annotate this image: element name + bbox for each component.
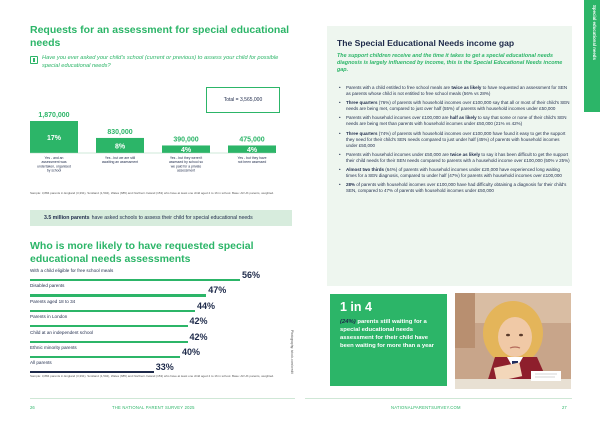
q1-question-row [30,55,290,70]
bar-value-label: 8% [114,143,126,151]
footer-divider [305,398,572,399]
bullet-text: of parents with household incomes over £100,000 have had difficulty obtaining a diagnosis for their child's SEN, compared to 47% of parents with household incomes under £50,000 [346,182,567,194]
bullet-emphasis: Almost two thirds [346,166,384,172]
bar-value-label: 4% [246,147,258,155]
likelihood-bar-chart [30,268,292,376]
bar-category-label: Yes - but they weren't assessed by school so we paid for a private assessment [168,156,204,173]
hbar-row [30,330,292,344]
bar-value-label: 4% [180,147,192,155]
q2-heading: Who is more likely to have requested special educational needs assessments [30,240,254,265]
footer-divider [30,398,295,399]
bar-count-label: 1,870,000 [38,112,70,119]
photo-credit: Photography: istock.com/credit [290,330,294,374]
hbar-row [30,268,292,282]
hbar-value: 56% [242,270,261,280]
hbar-label: Child at an independent school [30,329,94,335]
hbar-label: Parents aged 18 to 34 [30,298,76,304]
hbar-row [30,360,292,374]
footer-right: NATIONALPARENTSURVEY.COM [391,405,461,410]
hbar [30,294,206,296]
bar-count-label: 475,000 [239,136,265,144]
q2-footnote: Sample: 3,884 parents in England (3,391), Scotland (1,504), Wales (685) and Northern Ireland (153) who have at least one child aged 4 to 16 in school. Base: All UK parents, weighted. [30,374,275,378]
bar-count-label: 390,000 [173,136,199,144]
hbar-value: 42% [189,316,208,327]
hbar-label: All parents [30,360,52,366]
income-gap-intro: The support children receive and the time it takes to get a special educational needs diagnosis is largely influenced by income, this is the Special Educational Needs income gap. [337,53,563,74]
q1-footnote: Sample: 3,884 parents in England (3,391), Scotland (1,504), Wales (685) and Northern Ireland (153) who have at least one child aged 4 to 16 in school. Base: All UK parents, weighted. [30,191,275,195]
bullet-text: (64%) of parents with household incomes under £20,000 have experienced long waiting times for a SEN diagnosis, compared to under half (47%) for parents with household incomes over £100,000 [346,166,562,178]
hbar-row [30,345,292,359]
hbar [30,279,240,281]
income-gap-bullet [337,152,570,164]
bar-category-label: Yes - but we are still awaiting an assessment [101,156,139,165]
bullet-text: (74%) of parents with household incomes over £100,000 have found it easy to get the support they need for their child's SEN needs compared to just under half (45%) of parents with household incomes under £50,000 [346,130,566,148]
question-icon [30,56,38,64]
stat-headline: 1 in 4 [340,300,372,314]
hbar [30,356,180,358]
income-gap-bullet [337,167,570,179]
hbar-row [30,299,292,313]
callout-bold: 3.5 million parents [44,215,90,221]
hbar-label: Ethnic minority parents [30,344,77,350]
bar-value-label: 17% [46,135,62,142]
income-gap-bullet [337,115,570,127]
bar-count-label: 830,000 [107,128,133,136]
bar-category-label: Yes - but they have not been assessed [237,156,267,165]
bar-category-label: Yes - and an assessment was undertaken, organised by school [37,156,71,173]
hbar-row [30,314,292,328]
stat-body: parents still waiting for a special educational needs assessment for their child have been waiting for more than a year [340,319,434,349]
bullet-emphasis: twice as likely [451,85,482,90]
footer-left: THE NATIONAL PARENT SURVEY 2025 [112,405,195,410]
hbar [30,325,188,327]
stat-text [340,318,443,350]
hbar [30,310,195,312]
hbar-label: Parents in London [30,314,68,320]
bullet-emphasis: twice as likely [450,151,481,157]
bullet-text: to say that some or none of their child's SEN needs are being met than parents with household incomes under £50,000 (21% vs 42%) [346,115,567,127]
q1-heading: Requests for an assessment for special educational needs [30,24,290,49]
bullet-emphasis: 28% [346,182,356,188]
bullet-emphasis: half as likely [449,115,477,121]
hbar-value: 47% [208,285,227,296]
bullet-text: to say it has been difficult to get the support their child needs for their SEN needs compared to parents with a household income over £100,000 (50% v 25%) [346,151,570,163]
income-gap-bullet [337,85,570,97]
hbar-value: 42% [189,331,208,342]
callout-text: have asked schools to assess their child for special educational needs [91,215,253,221]
hbar-value: 40% [182,346,201,357]
section-tab-label: Special educational needs [592,5,597,60]
page-number-right: 27 [562,405,567,410]
hbar-label: Disabled parents [30,283,65,289]
total-box: Total = 3,565,000 [206,87,280,113]
hbar-value: 33% [155,362,174,373]
child-photo [455,293,571,389]
hbar-label: With a child eligible for free school meals [30,268,114,273]
hbar-row [30,283,292,297]
page-number-left: 26 [30,405,35,410]
callout-bar [30,210,292,226]
income-gap-title: The Special Educational Needs income gap [337,38,515,48]
bullet-emphasis: Three quarters [346,100,378,106]
bullet-text: (76%) of parents with household incomes over £100,000 say that all or most of their child's SEN needs are being met, compared to just over half (55%) of parents with household incomes under £50,000 [346,100,570,112]
income-gap-bullet [337,182,570,194]
hbar-value: 44% [197,300,216,311]
stat-highlight: (24%) [340,319,356,325]
bullet-text: to have requested an assessment for SEN as parents whose child is not entitled to free school meals (56% vs 28%) [346,85,568,96]
income-gap-bullet [337,100,570,112]
q1-question-text: Have you ever asked your child's school (current or previous) to assess your child for possible special educational needs? [42,55,279,69]
bullet-text: Parents with household incomes over £100,000 are [346,115,450,121]
bullet-text: Parents with a child entitled to free school meals are [346,85,452,90]
bullet-text: Parents with household incomes under £50,000 are [346,151,451,157]
income-gap-bullet [337,131,570,149]
income-gap-bullets [337,85,570,197]
hbar [30,341,188,343]
bullet-emphasis: Three quarters [346,130,378,136]
